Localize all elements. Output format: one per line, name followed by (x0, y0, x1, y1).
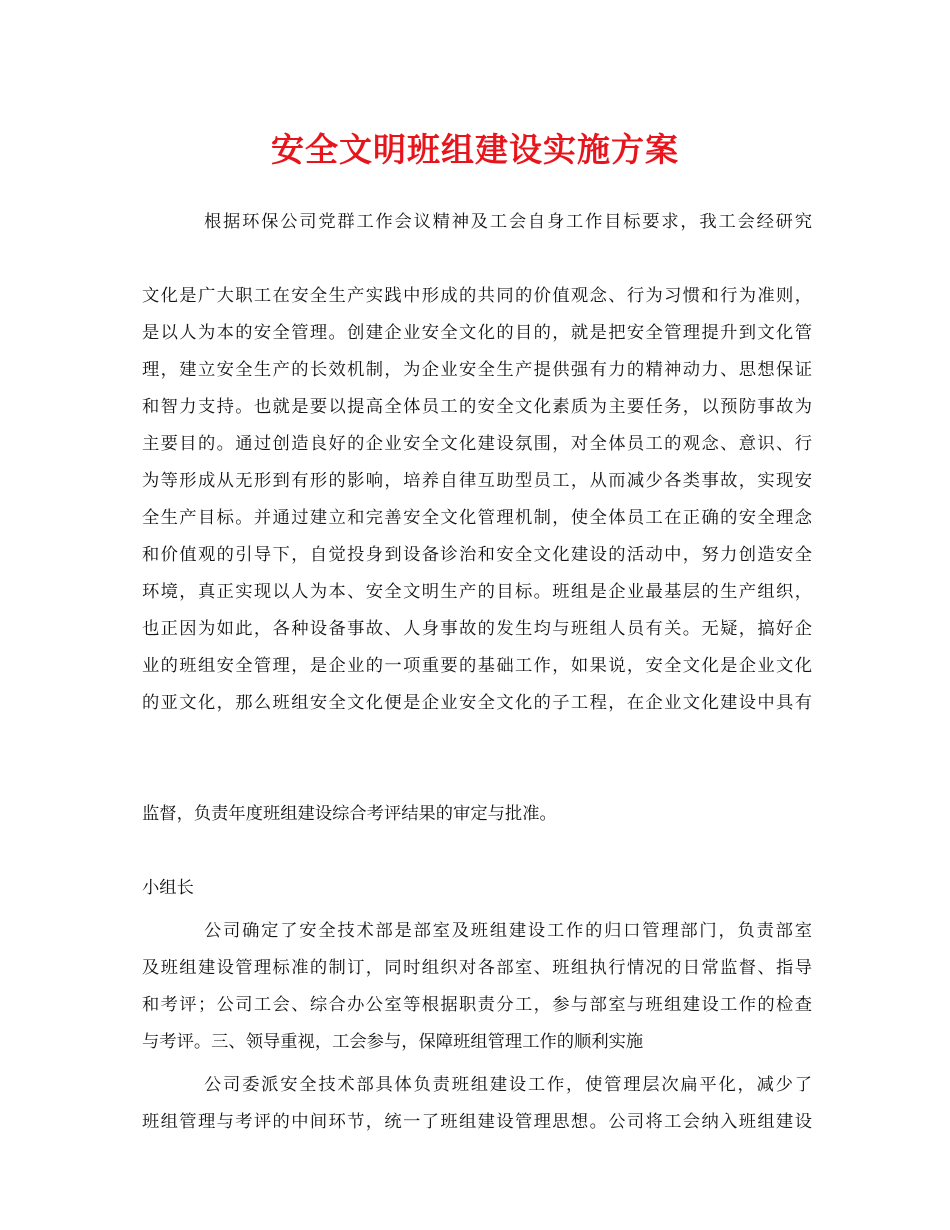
body-line: 和智力支持。也就是要以提高全体员工的安全文化素质为主要任务，以预防事故为 (142, 397, 812, 417)
body-line: 根据环保公司党群工作会议精神及工会自身工作目标要求，我工会经研究 (204, 212, 812, 232)
body-line: 理，建立安全生产的长效机制，为企业安全生产提供强有力的精神动力、思想保证 (142, 360, 812, 380)
body-line: 和考评；公司工会、综合办公室等根据职责分工，参与部室与班组建设工作的检查 (142, 995, 812, 1015)
body-line: 小组长 (142, 878, 194, 898)
body-line: 也正因为如此，各种设备事故、人身事故的发生均与班组人员有关。无疑，搞好企 (142, 619, 812, 639)
body-line: 监督，负责年度班组建设综合考评结果的审定与批准。 (142, 804, 557, 824)
body-line: 与考评。三、领导重视，工会参与，保障班组管理工作的顺利实施 (142, 1032, 644, 1052)
body-line: 及班组建设管理标准的制订，同时组织对各部室、班组执行情况的日常监督、指导 (142, 958, 812, 978)
body-line: 全生产目标。并通过建立和完善安全文化管理机制，使全体员工在正确的安全理念 (142, 508, 812, 528)
body-line: 的亚文化，那么班组安全文化便是企业安全文化的子工程，在企业文化建设中具有 (142, 693, 812, 713)
body-line: 环境，真正实现以人为本、安全文明生产的目标。班组是企业最基层的生产组织， (142, 582, 812, 602)
body-line: 是以人为本的安全管理。创建企业安全文化的目的，就是把安全管理提升到文化管 (142, 323, 812, 343)
body-line: 主要目的。通过创造良好的企业安全文化建设氛围，对全体员工的观念、意识、行 (142, 434, 812, 454)
document-title: 安全文明班组建设实施方案 (271, 130, 679, 169)
body-line: 业的班组安全管理，是企业的一项重要的基础工作，如果说，安全文化是企业文化 (142, 656, 812, 676)
body-line: 公司确定了安全技术部是部室及班组建设工作的归口管理部门，负责部室 (204, 921, 812, 941)
body-line: 为等形成从无形到有形的影响，培养自律互助型员工，从而减少各类事故，实现安 (142, 471, 812, 491)
body-line: 文化是广大职工在安全生产实践中形成的共同的价值观念、行为习惯和行为准则， (142, 286, 812, 306)
body-line: 班组管理与考评的中间环节，统一了班组建设管理思想。公司将工会纳入班组建设 (142, 1112, 812, 1132)
body-line: 和价值观的引导下，自觉投身到设备诊治和安全文化建设的活动中，努力创造安全 (142, 545, 812, 565)
body-line: 公司委派安全技术部具体负责班组建设工作，使管理层次扁平化，减少了 (204, 1075, 812, 1095)
